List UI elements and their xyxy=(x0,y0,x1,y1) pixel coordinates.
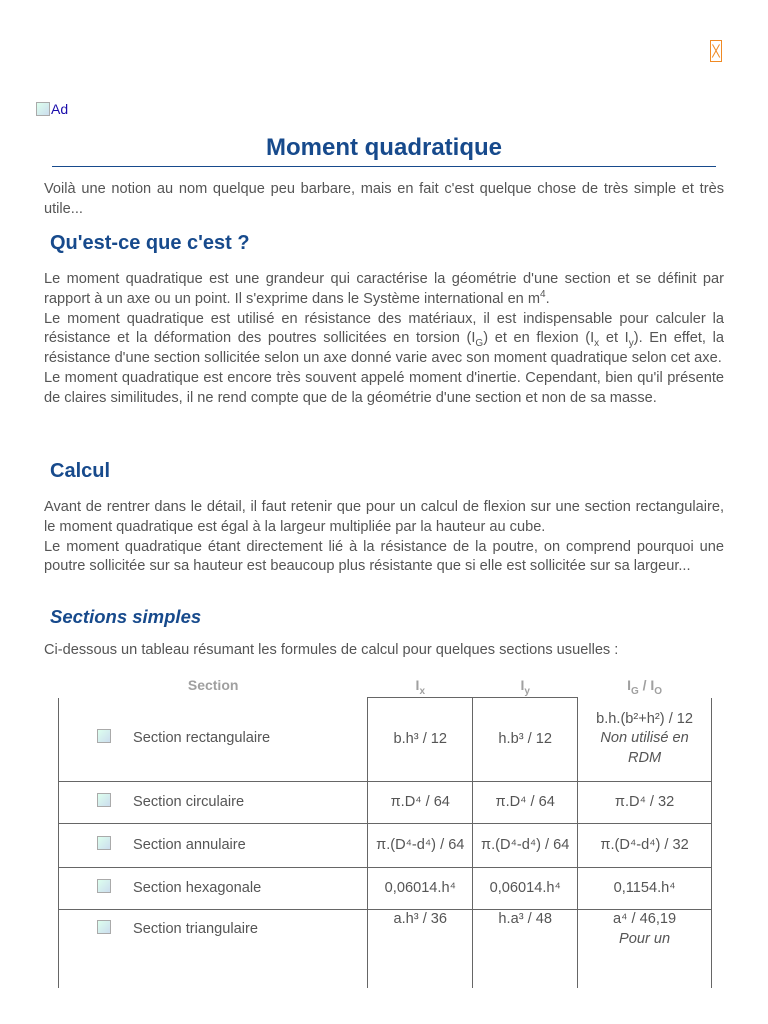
section-name: Section hexagonale xyxy=(133,879,262,896)
ig-cell: π.(D⁴-d⁴) / 32 xyxy=(578,824,712,868)
section-name: Section annulaire xyxy=(133,836,246,853)
section-rectangle-image xyxy=(97,729,111,743)
ig-note: Pour un xyxy=(619,930,671,947)
what-paragraph-3: Le moment quadratique est encore très souvent appelé moment d'inertie. Cependant, bien qu'il présente de claires similitudes, il ne rend compte que de la géométrie d'une section et non de sa masse. xyxy=(44,369,724,406)
ig-cell: a⁴ / 46,19 Pour un xyxy=(578,910,712,988)
ig-cell: π.D⁴ / 32 xyxy=(578,782,712,824)
what-paragraph-1: Le moment quadratique est une grandeur qui caractérise la géométrie d'une section et se définit par rapport à un axe ou un point. Il s'exprime dans le Système international en $m^4$. xyxy=(44,271,724,307)
page-title: Moment quadratique xyxy=(52,134,716,167)
ad-banner[interactable] xyxy=(36,101,68,117)
ix-cell: b.h³ / 12 xyxy=(368,698,473,782)
section-ring-image xyxy=(97,836,111,850)
col-header-section: Section xyxy=(187,677,239,694)
ig-cell: 0,1154.h⁴ xyxy=(578,868,712,910)
broken-image-icon xyxy=(36,102,50,116)
calcul-paragraph-1: Avant de rentrer dans le détail, il faut retenir que pour un calcul de flexion sur une section rectangulaire, le moment quadratique est égal à la largeur multipliée par la hauteur au cube. xyxy=(44,499,724,535)
intro-paragraph: Voilà une notion au nom quelque peu barbare, mais en fait c'est quelque chose de très simple et très utile... xyxy=(44,181,724,217)
ix-cell: a.h³ / 36 xyxy=(368,910,473,988)
ig-note: Non utilisé en RDM xyxy=(600,730,689,767)
iy-cell: h.a³ / 48 xyxy=(473,910,578,988)
col-header-ix: $I_x$ xyxy=(415,677,425,697)
ix-cell: π.D⁴ / 64 xyxy=(368,782,473,824)
iy-cell: π.D⁴ / 64 xyxy=(473,782,578,824)
table-header-row xyxy=(59,673,712,698)
section-name: Section circulaire xyxy=(133,793,245,810)
section-triangle-image xyxy=(97,920,111,934)
calcul-body xyxy=(44,498,724,577)
col-header-ig-io: $I_G / I_O$ xyxy=(627,677,663,698)
section-name: Section triangulaire xyxy=(133,921,258,937)
calcul-paragraph-2: Le moment quadratique étant directement lié à la résistance de la poutre, on comprend pourquoi une poutre sollicitée sur sa hauteur est beaucoup plus résistante que si elle est sollicitée sur sa largeur... xyxy=(44,538,724,575)
what-paragraph-2: Le moment quadratique est utilisé en résistance des matériaux, il est indispensable pour calculer la résistance et la déformation des poutres sollicitées en torsion $(I_G)$ et en flexion ($I_x$ et $I_y$). En effet, la résistance d'une section sollicitée selon un axe donné varie avec son moment quadratique selon cet axe. xyxy=(44,310,724,367)
table-row xyxy=(59,782,712,824)
ad-alt-text: Ad xyxy=(51,101,69,117)
table-row xyxy=(59,824,712,868)
ix-cell: π.(D⁴-d⁴) / 64 xyxy=(368,824,473,868)
iy-cell: h.b³ / 12 xyxy=(473,698,578,782)
formulas-table xyxy=(58,673,712,988)
col-header-iy: $I_y$ xyxy=(520,677,530,697)
heading-what: Qu'est-ce que c'est ? xyxy=(50,232,250,254)
heading-calcul: Calcul xyxy=(50,460,111,482)
table-row xyxy=(59,868,712,910)
heading-sections-simples: Sections simples xyxy=(50,606,202,627)
table-row xyxy=(59,698,712,782)
iy-cell: 0,06014.h⁴ xyxy=(473,868,578,910)
ix-cell: 0,06014.h⁴ xyxy=(368,868,473,910)
what-body xyxy=(44,270,724,409)
ig-cell: b.h.(b²+h²) / 12 Non utilisé en RDM xyxy=(578,698,712,782)
close-icon[interactable] xyxy=(710,40,722,62)
table-row xyxy=(59,910,712,988)
section-circle-image xyxy=(97,793,111,807)
section-name: Section rectangulaire xyxy=(133,730,271,747)
simple-body: Ci-dessous un tableau résumant les formules de calcul pour quelques sections usuelles : xyxy=(44,642,619,658)
section-hexagon-image xyxy=(97,879,111,893)
iy-cell: π.(D⁴-d⁴) / 64 xyxy=(473,824,578,868)
